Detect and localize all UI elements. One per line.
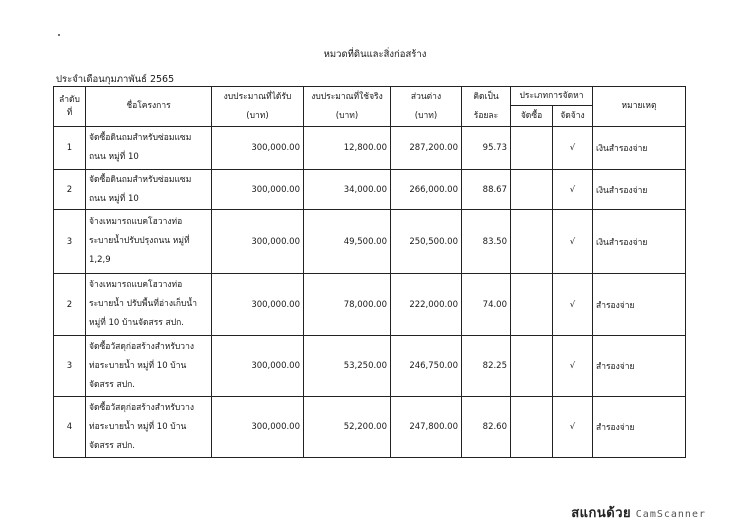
row-budget: 300,000.00 xyxy=(212,210,304,274)
row-project-name xyxy=(86,336,212,397)
row-note: สำรองจ่าย xyxy=(593,336,686,397)
row-budget: 300,000.00 xyxy=(212,274,304,336)
row-percent: 83.50 xyxy=(462,210,511,274)
row-actual: 53,250.00 xyxy=(304,336,391,397)
row-hire-check: √ xyxy=(553,274,593,336)
row-percent: 88.67 xyxy=(462,170,511,210)
header-no-line1: ลำดับ xyxy=(59,94,80,105)
row-diff: 287,200.00 xyxy=(391,127,462,170)
row-project-name-line: จัดซื้อดินถมสำหรับซ่อมแซม xyxy=(89,133,192,143)
row-buy-check xyxy=(511,127,553,170)
row-no: 2 xyxy=(54,170,86,210)
header-percent xyxy=(462,87,511,127)
header-type-buy: จัดซื้อ xyxy=(511,106,553,127)
row-actual: 52,200.00 xyxy=(304,397,391,458)
row-project-name-line: จ้างเหมารถแบคโฮวางท่อ xyxy=(89,217,183,227)
row-project-name-line: จัดสรร สปก. xyxy=(89,440,135,451)
header-name: ชื่อโครงการ xyxy=(86,87,212,127)
row-project-name-line: 1,2,9 xyxy=(89,255,111,265)
header-type-group: ประเภทการจัดหา xyxy=(511,87,593,106)
row-project-name xyxy=(86,170,212,210)
header-actual-line2: (บาท) xyxy=(335,110,359,121)
table-row xyxy=(54,170,686,210)
row-no: 4 xyxy=(54,397,86,458)
row-percent: 82.25 xyxy=(462,336,511,397)
header-no xyxy=(54,87,86,127)
row-budget: 300,000.00 xyxy=(212,127,304,170)
row-hire-check: √ xyxy=(553,210,593,274)
row-diff: 250,500.00 xyxy=(391,210,462,274)
row-budget: 300,000.00 xyxy=(212,397,304,458)
row-actual: 49,500.00 xyxy=(304,210,391,274)
row-project-name-line: จัดสรร สปก. xyxy=(89,379,135,390)
row-project-name xyxy=(86,274,212,336)
header-percent-line2: ร้อยละ xyxy=(473,110,499,121)
scan-speck xyxy=(58,34,60,36)
watermark-app-name: CamScanner xyxy=(635,509,706,520)
row-diff: 266,000.00 xyxy=(391,170,462,210)
row-budget: 300,000.00 xyxy=(212,336,304,397)
row-percent: 82.60 xyxy=(462,397,511,458)
row-hire-check: √ xyxy=(553,170,593,210)
row-buy-check xyxy=(511,336,553,397)
row-project-name-line: ถนน หมู่ที่ 10 xyxy=(89,152,139,162)
row-project-name xyxy=(86,210,212,274)
row-project-name-line: จ้างเหมารถแบคโฮวางท่อ xyxy=(89,280,183,290)
header-actual xyxy=(304,87,391,127)
row-project-name-line: จัดซื้อดินถมสำหรับซ่อมแซม xyxy=(89,174,192,185)
row-hire-check: √ xyxy=(553,336,593,397)
row-actual: 78,000.00 xyxy=(304,274,391,336)
row-no: 3 xyxy=(54,210,86,274)
header-budget xyxy=(212,87,304,127)
document-title: หมวดที่ดินและสิ่งก่อสร้าง xyxy=(323,49,427,60)
row-diff: 246,750.00 xyxy=(391,336,462,397)
camscanner-watermark xyxy=(571,502,706,523)
row-project-name-line: จัดซื้อวัสดุก่อสร้างสำหรับวาง xyxy=(89,341,195,352)
row-percent: 95.73 xyxy=(462,127,511,170)
row-project-name-line: ท่อระบายน้ำ หมู่ที่ 10 บ้าน xyxy=(89,360,187,371)
row-project-name-line: ถนน หมู่ที่ 10 xyxy=(89,193,139,204)
row-project-name-line: หมู่ที่ 10 บ้านจัดสรร สปก. xyxy=(89,318,184,328)
header-note: หมายเหตุ xyxy=(593,87,686,127)
row-hire-check: √ xyxy=(553,397,593,458)
table-row xyxy=(54,210,686,274)
row-percent: 74.00 xyxy=(462,274,511,336)
row-note: เงินสำรองจ่าย xyxy=(593,127,686,170)
row-note: สำรองจ่าย xyxy=(593,397,686,458)
header-diff-line2: (บาท) xyxy=(414,110,438,121)
table-row xyxy=(54,274,686,336)
row-no: 3 xyxy=(54,336,86,397)
header-percent-line1: คิดเป็น xyxy=(473,91,499,102)
header-diff-line1: ส่วนต่าง xyxy=(410,91,442,102)
header-diff xyxy=(391,87,462,127)
header-budget-line1: งบประมาณที่ได้รับ xyxy=(223,91,292,102)
row-actual: 34,000.00 xyxy=(304,170,391,210)
header-no-line2: ที่ xyxy=(66,107,73,118)
row-note: เงินสำรองจ่าย xyxy=(593,170,686,210)
row-note: สำรองจ่าย xyxy=(593,274,686,336)
procurement-table xyxy=(53,86,686,458)
table-row xyxy=(54,397,686,458)
row-note: เงินสำรองจ่าย xyxy=(593,210,686,274)
row-diff: 247,800.00 xyxy=(391,397,462,458)
row-project-name-line: ระบายน้ำ ปรับพื้นที่อ่างเก็บน้ำ xyxy=(89,299,197,309)
row-hire-check: √ xyxy=(553,127,593,170)
table-row xyxy=(54,127,686,170)
row-no: 2 xyxy=(54,274,86,336)
row-no: 1 xyxy=(54,127,86,170)
row-actual: 12,800.00 xyxy=(304,127,391,170)
row-budget: 300,000.00 xyxy=(212,170,304,210)
row-buy-check xyxy=(511,170,553,210)
row-project-name xyxy=(86,127,212,170)
row-project-name-line: ท่อระบายน้ำ หมู่ที่ 10 บ้าน xyxy=(89,421,187,432)
header-type-hire: จัดจ้าง xyxy=(553,106,593,127)
row-buy-check xyxy=(511,397,553,458)
header-budget-line2: (บาท) xyxy=(246,110,269,121)
row-buy-check xyxy=(511,210,553,274)
document-period: ประจำเดือนกุมภาพันธ์ 2565 xyxy=(56,74,175,85)
table-row xyxy=(54,336,686,397)
header-actual-line1: งบประมาณที่ใช้จริง xyxy=(311,91,383,102)
row-project-name-line: ระบายน้ำปรับปรุงถนน หมู่ที่ xyxy=(89,236,190,246)
row-project-name-line: จัดซื้อวัสดุก่อสร้างสำหรับวาง xyxy=(89,402,195,413)
watermark-thai-text: สแกนด้วย xyxy=(571,506,632,521)
row-buy-check xyxy=(511,274,553,336)
row-diff: 222,000.00 xyxy=(391,274,462,336)
row-project-name xyxy=(86,397,212,458)
